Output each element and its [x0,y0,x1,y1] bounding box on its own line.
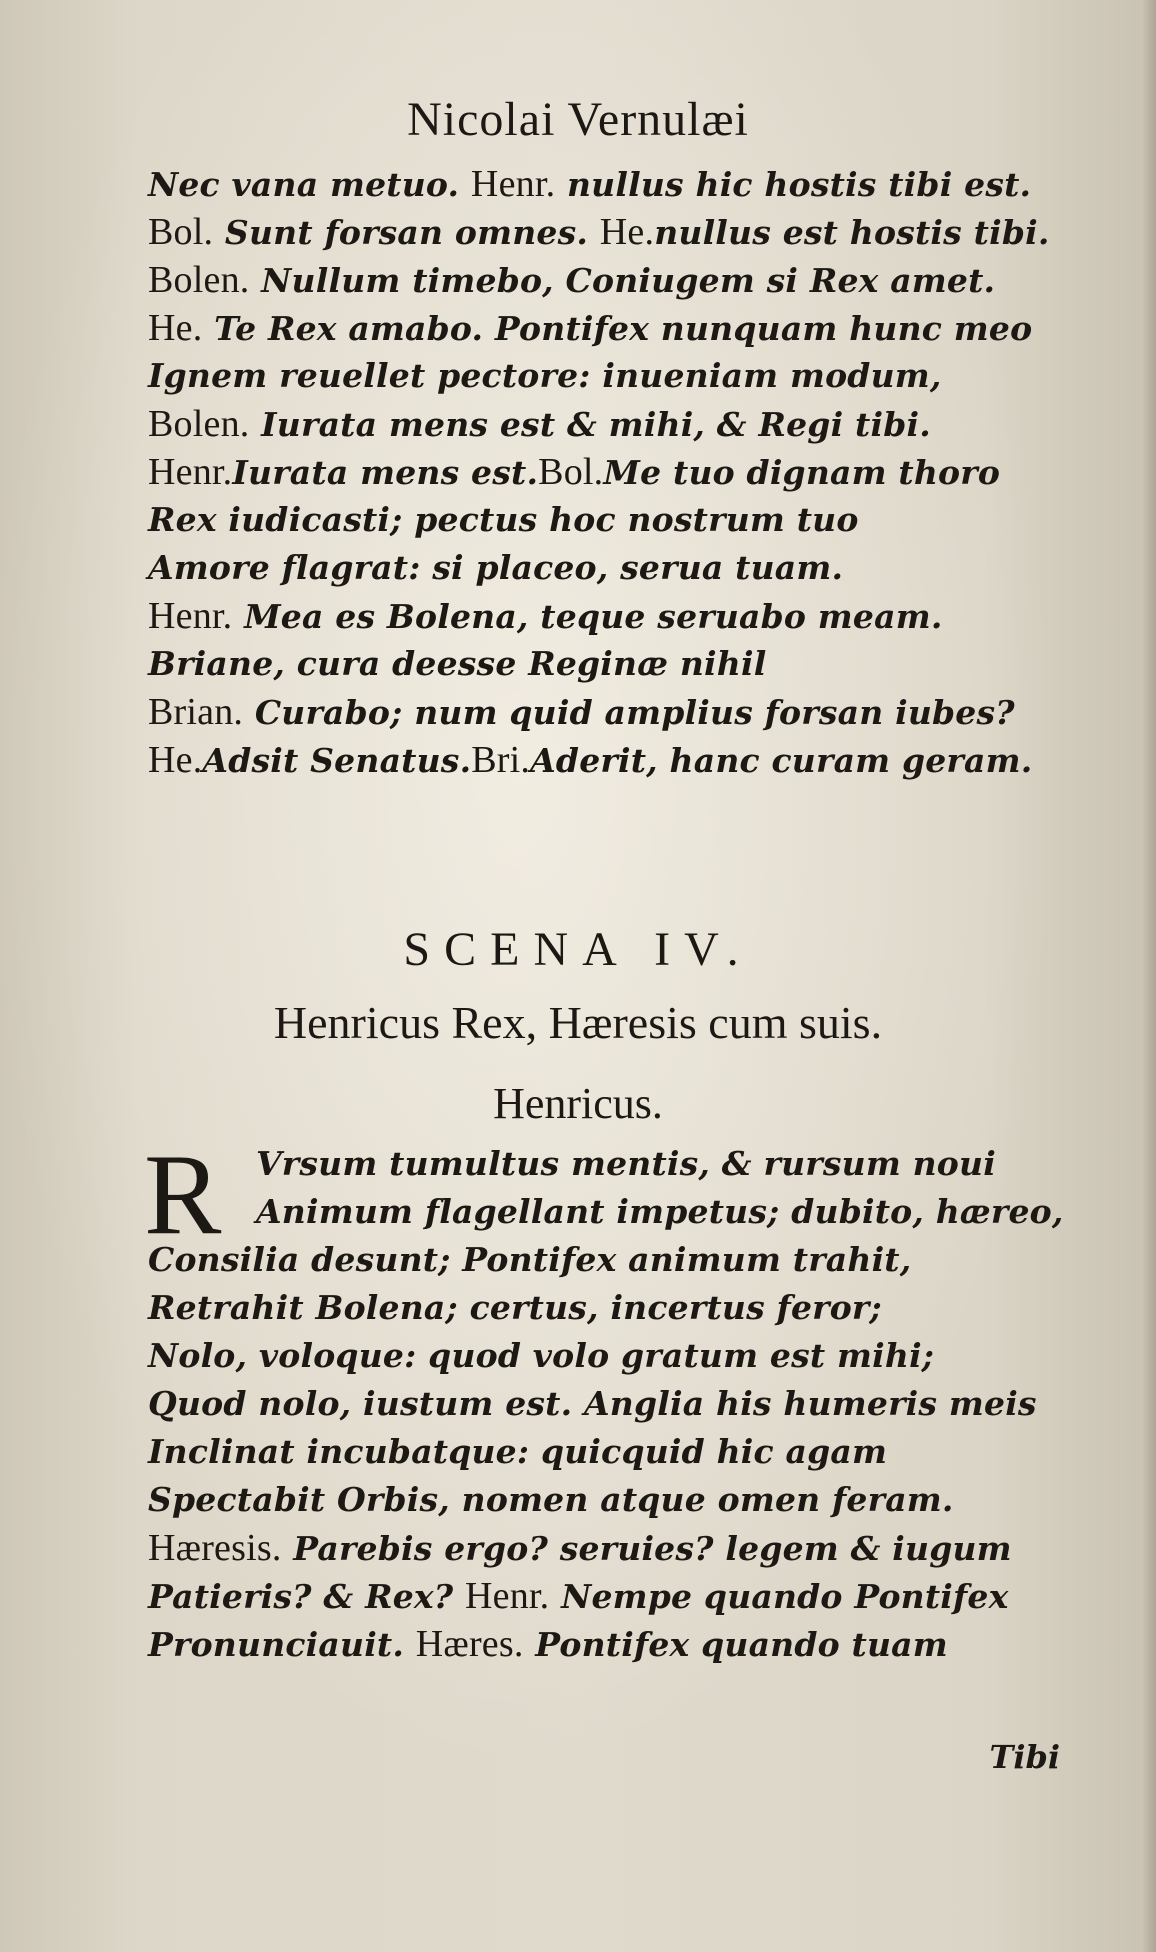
verse-text: Consilia desunt; Pontifex animum trahit, [148,1240,912,1279]
verse-text: nullus hic hostis tibi est. [555,165,1032,204]
verse-line [148,400,1068,448]
speaker-abbrev: Bol. [538,451,604,493]
verse-line [148,544,1068,592]
speaker-abbrev: Bolen. [148,403,250,445]
verse-text: Pronunciauit. [148,1625,416,1664]
verse-text: Rex iudicasti; pectus hoc nostrum tuo [148,500,859,539]
verse-text: Briane, cura deesse Reginæ nihil [148,644,767,683]
speaker-abbrev: Bol. [148,211,214,253]
verse-text: Spectabit Orbis, nomen atque omen feram. [148,1480,954,1519]
verse-text: Mea es Bolena, teque seruabo meam. [232,597,943,636]
verse-line [148,1284,1068,1332]
verse-line [148,592,1068,640]
speaker-abbrev: Bri. [471,739,531,781]
verse-text: nullus est hostis tibi. [654,213,1050,252]
verse-text: Aderit, hanc curam geram. [530,741,1033,780]
running-head: Nicolai Vernulæi [407,93,749,146]
verse-text: Animum flagellant impetus; dubito, hæreo, [256,1192,1064,1231]
verse-line [148,160,1068,208]
dialogue-bottom [148,1140,1068,1668]
verse-line [148,448,1068,496]
verse-line [148,256,1068,304]
speaker-abbrev: Bolen. [148,259,250,301]
verse-text: Curabo; num quid amplius forsan iubes? [243,693,1015,732]
verse-text: Iurata mens est. [232,453,539,492]
drop-cap: R [144,1131,222,1259]
verse-text: Pontifex quando tuam [523,1625,948,1664]
verse-text: Sunt forsan omnes. [213,213,600,252]
verse-text: Patieris? & Rex? [148,1577,466,1616]
verse-line [148,1236,1068,1284]
speaker-abbrev: Hæres. [415,1623,524,1665]
verse-line [148,304,1068,352]
speaker-abbrev: Henr. [148,595,233,637]
speaker-abbrev: Henr. [470,163,556,205]
verse-line [148,1188,1068,1236]
verse-line [148,352,1068,400]
speaker-abbrev: Henr. [465,1575,550,1617]
speaker-abbrev: He. [148,739,203,781]
verse-line [148,688,1068,736]
verse-line [148,208,1068,256]
scene-persons: Henricus Rex, Hæresis cum suis. [273,997,883,1048]
speaker-abbrev: He. [599,211,655,253]
verse-text: Retrahit Bolena; certus, incertus feror; [148,1288,882,1327]
verse-line [148,1476,1068,1524]
verse-line [148,640,1068,688]
verse-line [148,736,1068,784]
verse-line [148,1380,1068,1428]
verse-line [148,1620,1068,1668]
verse-line [148,496,1068,544]
dialogue-top [148,160,1068,784]
speaker-abbrev: Henr. [148,451,233,493]
speaker-heading: Henricus. [493,1079,663,1128]
speaker-abbrev: He. [148,307,203,349]
speaker-abbrev: Hæresis. [148,1527,282,1569]
verse-text: Parebis ergo? seruies? legem & iugum [281,1529,1012,1568]
verse-text: Nempe quando Pontifex [549,1577,1009,1616]
verse-text: Nullum timebo, Coniugem si Rex amet. [249,261,996,300]
verse-text: Adsit Senatus. [202,741,472,780]
verse-text: Inclinat incubatque: quicquid hic agam [148,1432,888,1471]
speaker-abbrev: Brian. [148,691,244,733]
verse-text: Ignem reuellet pectore: inueniam modum, [148,356,942,395]
verse-line [148,1140,1068,1188]
verse-text: Quod nolo, iustum est. Anglia his humeris meis [148,1384,1037,1423]
verse-text: Amore flagrat: si placeo, serua tuam. [148,548,844,587]
verse-text: Me tuo dignam thoro [603,453,1001,492]
verse-line [148,1332,1068,1380]
verse-text: Iurata mens est & mihi, & Regi tibi. [249,405,931,444]
verse-line [148,1524,1068,1572]
catchword: Tibi [989,1738,1060,1776]
verse-line [148,1572,1068,1620]
verse-text: Nec vana metuo. [148,165,471,204]
verse-text: Te Rex amabo. Pontifex nunquam hunc meo [202,309,1033,348]
verse-text: Nolo, voloque: quod volo gratum est mihi; [148,1336,935,1375]
verse-line [148,1428,1068,1476]
scene-title: SCENA IV. [403,923,753,976]
verse-text: Vrsum tumultus mentis, & rursum noui [256,1144,996,1183]
